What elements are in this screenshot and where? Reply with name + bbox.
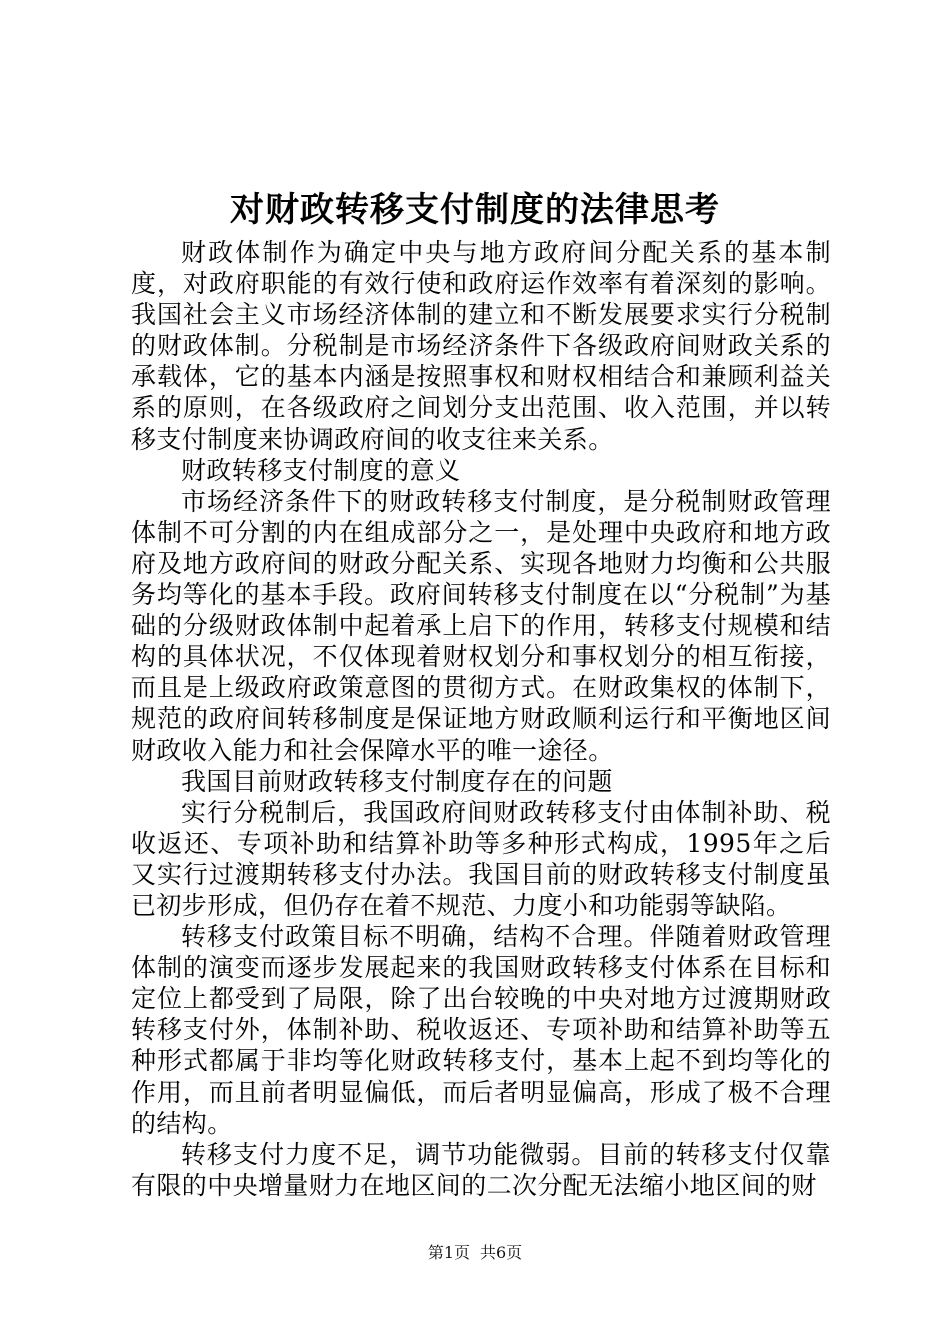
paragraph-problem-strength: 转移支付力度不足，调节功能微弱。目前的转移支付仅靠有限的中央增量财力在地区间的二次分配无法缩小地区间的财 [131, 1139, 831, 1200]
document-body [131, 237, 831, 1201]
section-heading-significance: 财政转移支付制度的意义 [181, 455, 461, 485]
page-total: 共6页 [480, 1243, 523, 1262]
paragraph-intro: 财政体制作为确定中央与地方政府间分配关系的基本制度，对政府职能的有效行使和政府运作效率有着深刻的影响。我国社会主义市场经济体制的建立和不断发展要求实行分税制的财政体制。分税制是市场经济条件下各级政府间财政关系的承载体，它的基本内涵是按照事权和财权相结合和兼顾利益关系的原则，在各级政府之间划分支出范围、收入范围，并以转移支付制度来协调政府间的收支往来关系。 [131, 238, 831, 454]
paragraph-problem-structure: 转移支付政策目标不明确，结构不合理。伴随着财政管理体制的演变而逐步发展起来的我国财政转移支付体系在目标和定位上都受到了局限，除了出台较晚的中央对地方过渡期财政转移支付外，体制补助、税收返还、专项补助和结算补助等五种形式都属于非均等化财政转移支付，基本上起不到均等化的作用，而且前者明显偏低，而后者明显偏高，形成了极不合理的结构。 [131, 922, 831, 1138]
section-heading-problems: 我国目前财政转移支付制度存在的问题 [181, 766, 613, 796]
paragraph-significance: 市场经济条件下的财政转移支付制度，是分税制财政管理体制不可分割的内在组成部分之一，是处理中央政府和地方政府及地方政府间的财政分配关系、实现各地财力均衡和公共服务均等化的基本手段。政府间转移支付制度在以“分税制”为基础的分级财政体制中起着承上启下的作用，转移支付规模和结构的具体状况，不仅体现着财权划分和事权划分的相互衔接，而且是上级政府政策意图的贯彻方式。在财政集权的体制下，规范的政府间转移制度是保证地方财政顺利运行和平衡地区间财政收入能力和社会保障水平的唯一途径。 [131, 486, 831, 765]
document-title: 对财政转移支付制度的法律思考 [230, 190, 720, 230]
page-footer [0, 1243, 950, 1263]
page-number: 第1页 [427, 1243, 470, 1262]
paragraph-problems-overview: 实行分税制后，我国政府间财政转移支付由体制补助、税收返还、专项补助和结算补助等多种形式构成，1995年之后又实行过渡期转移支付办法。我国目前的财政转移支付制度虽已初步形成，但仍存在着不规范、力度小和功能弱等缺陷。 [131, 797, 831, 920]
